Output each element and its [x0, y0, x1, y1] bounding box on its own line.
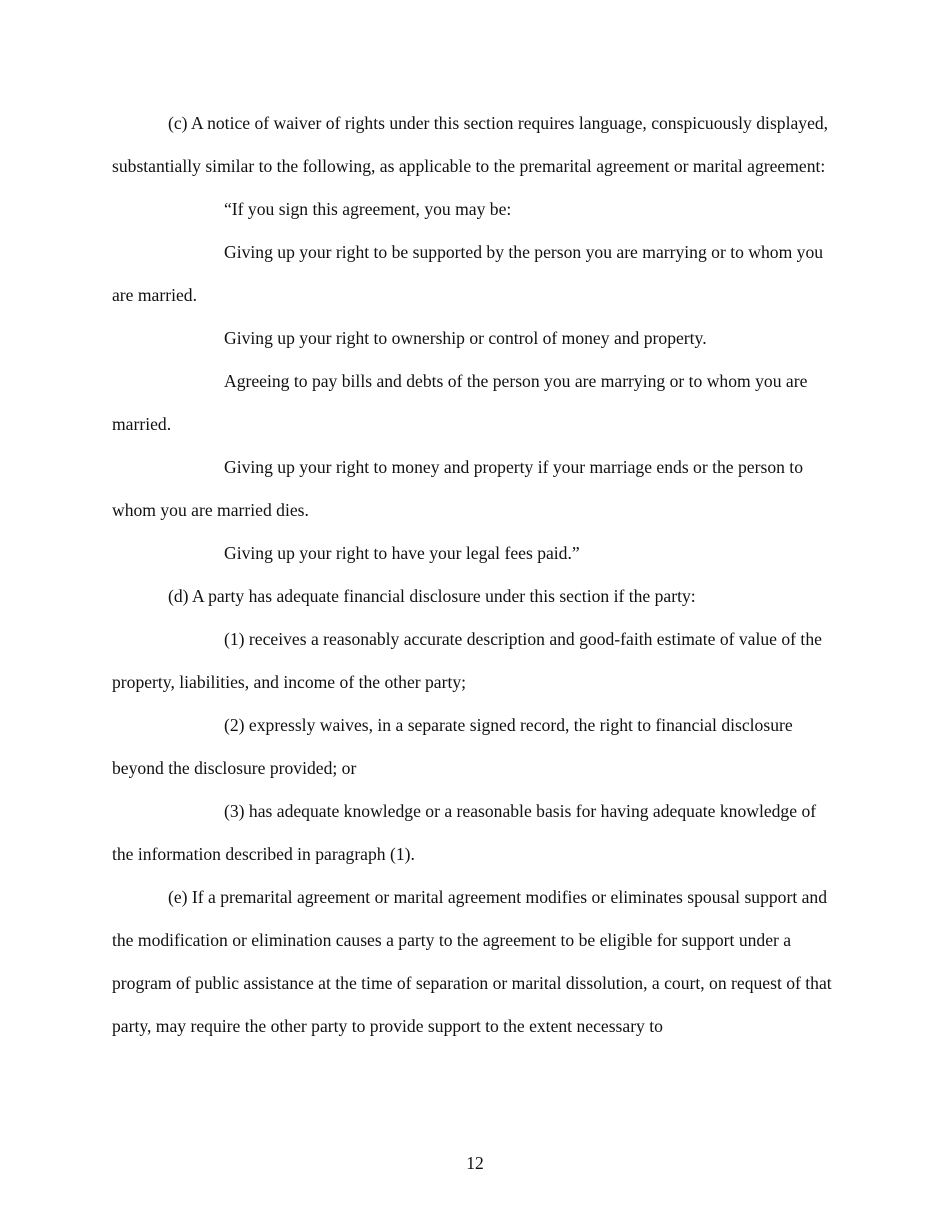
notice-item-debts: Agreeing to pay bills and debts of the person you are marrying or to whom you are married.: [112, 371, 808, 434]
page-number: 12: [466, 1153, 484, 1173]
notice-item-ownership: Giving up your right to ownership or control of money and property.: [224, 328, 707, 348]
document-body: [112, 102, 840, 1048]
paragraph-d-2: (2) expressly waives, in a separate signed record, the right to financial disclosure beyond the disclosure provided; or: [112, 715, 793, 778]
paragraph-d-3: (3) has adequate knowledge or a reasonable basis for having adequate knowledge of the information described in paragraph (1).: [112, 801, 817, 864]
notice-item-marriage-ends: Giving up your right to money and property if your marriage ends or the person to whom you are married dies.: [112, 457, 803, 520]
paragraph-c: (c) A notice of waiver of rights under this section requires language, conspicuously displayed, substantially similar to the following, as applicable to the premarital agreement or marital agreement:: [112, 113, 829, 176]
notice-item-legal-fees: Giving up your right to have your legal fees paid.”: [224, 543, 580, 563]
paragraph-d: (d) A party has adequate financial disclosure under this section if the party:: [168, 586, 696, 606]
notice-item-support: Giving up your right to be supported by the person you are marrying or to whom you are married.: [112, 242, 824, 305]
paragraph-e: (e) If a premarital agreement or marital agreement modifies or eliminates spousal support and the modification or elimination causes a party to the agreement to be eligible for support under a program of public assistance at the time of separation or marital dissolution, a court, on request of that party, may require the other party to provide support to the extent necessary to: [112, 887, 832, 1036]
notice-intro: “If you sign this agreement, you may be:: [224, 199, 512, 219]
paragraph-d-1: (1) receives a reasonably accurate description and good-faith estimate of value of the property, liabilities, and income of the other party;: [112, 629, 822, 692]
